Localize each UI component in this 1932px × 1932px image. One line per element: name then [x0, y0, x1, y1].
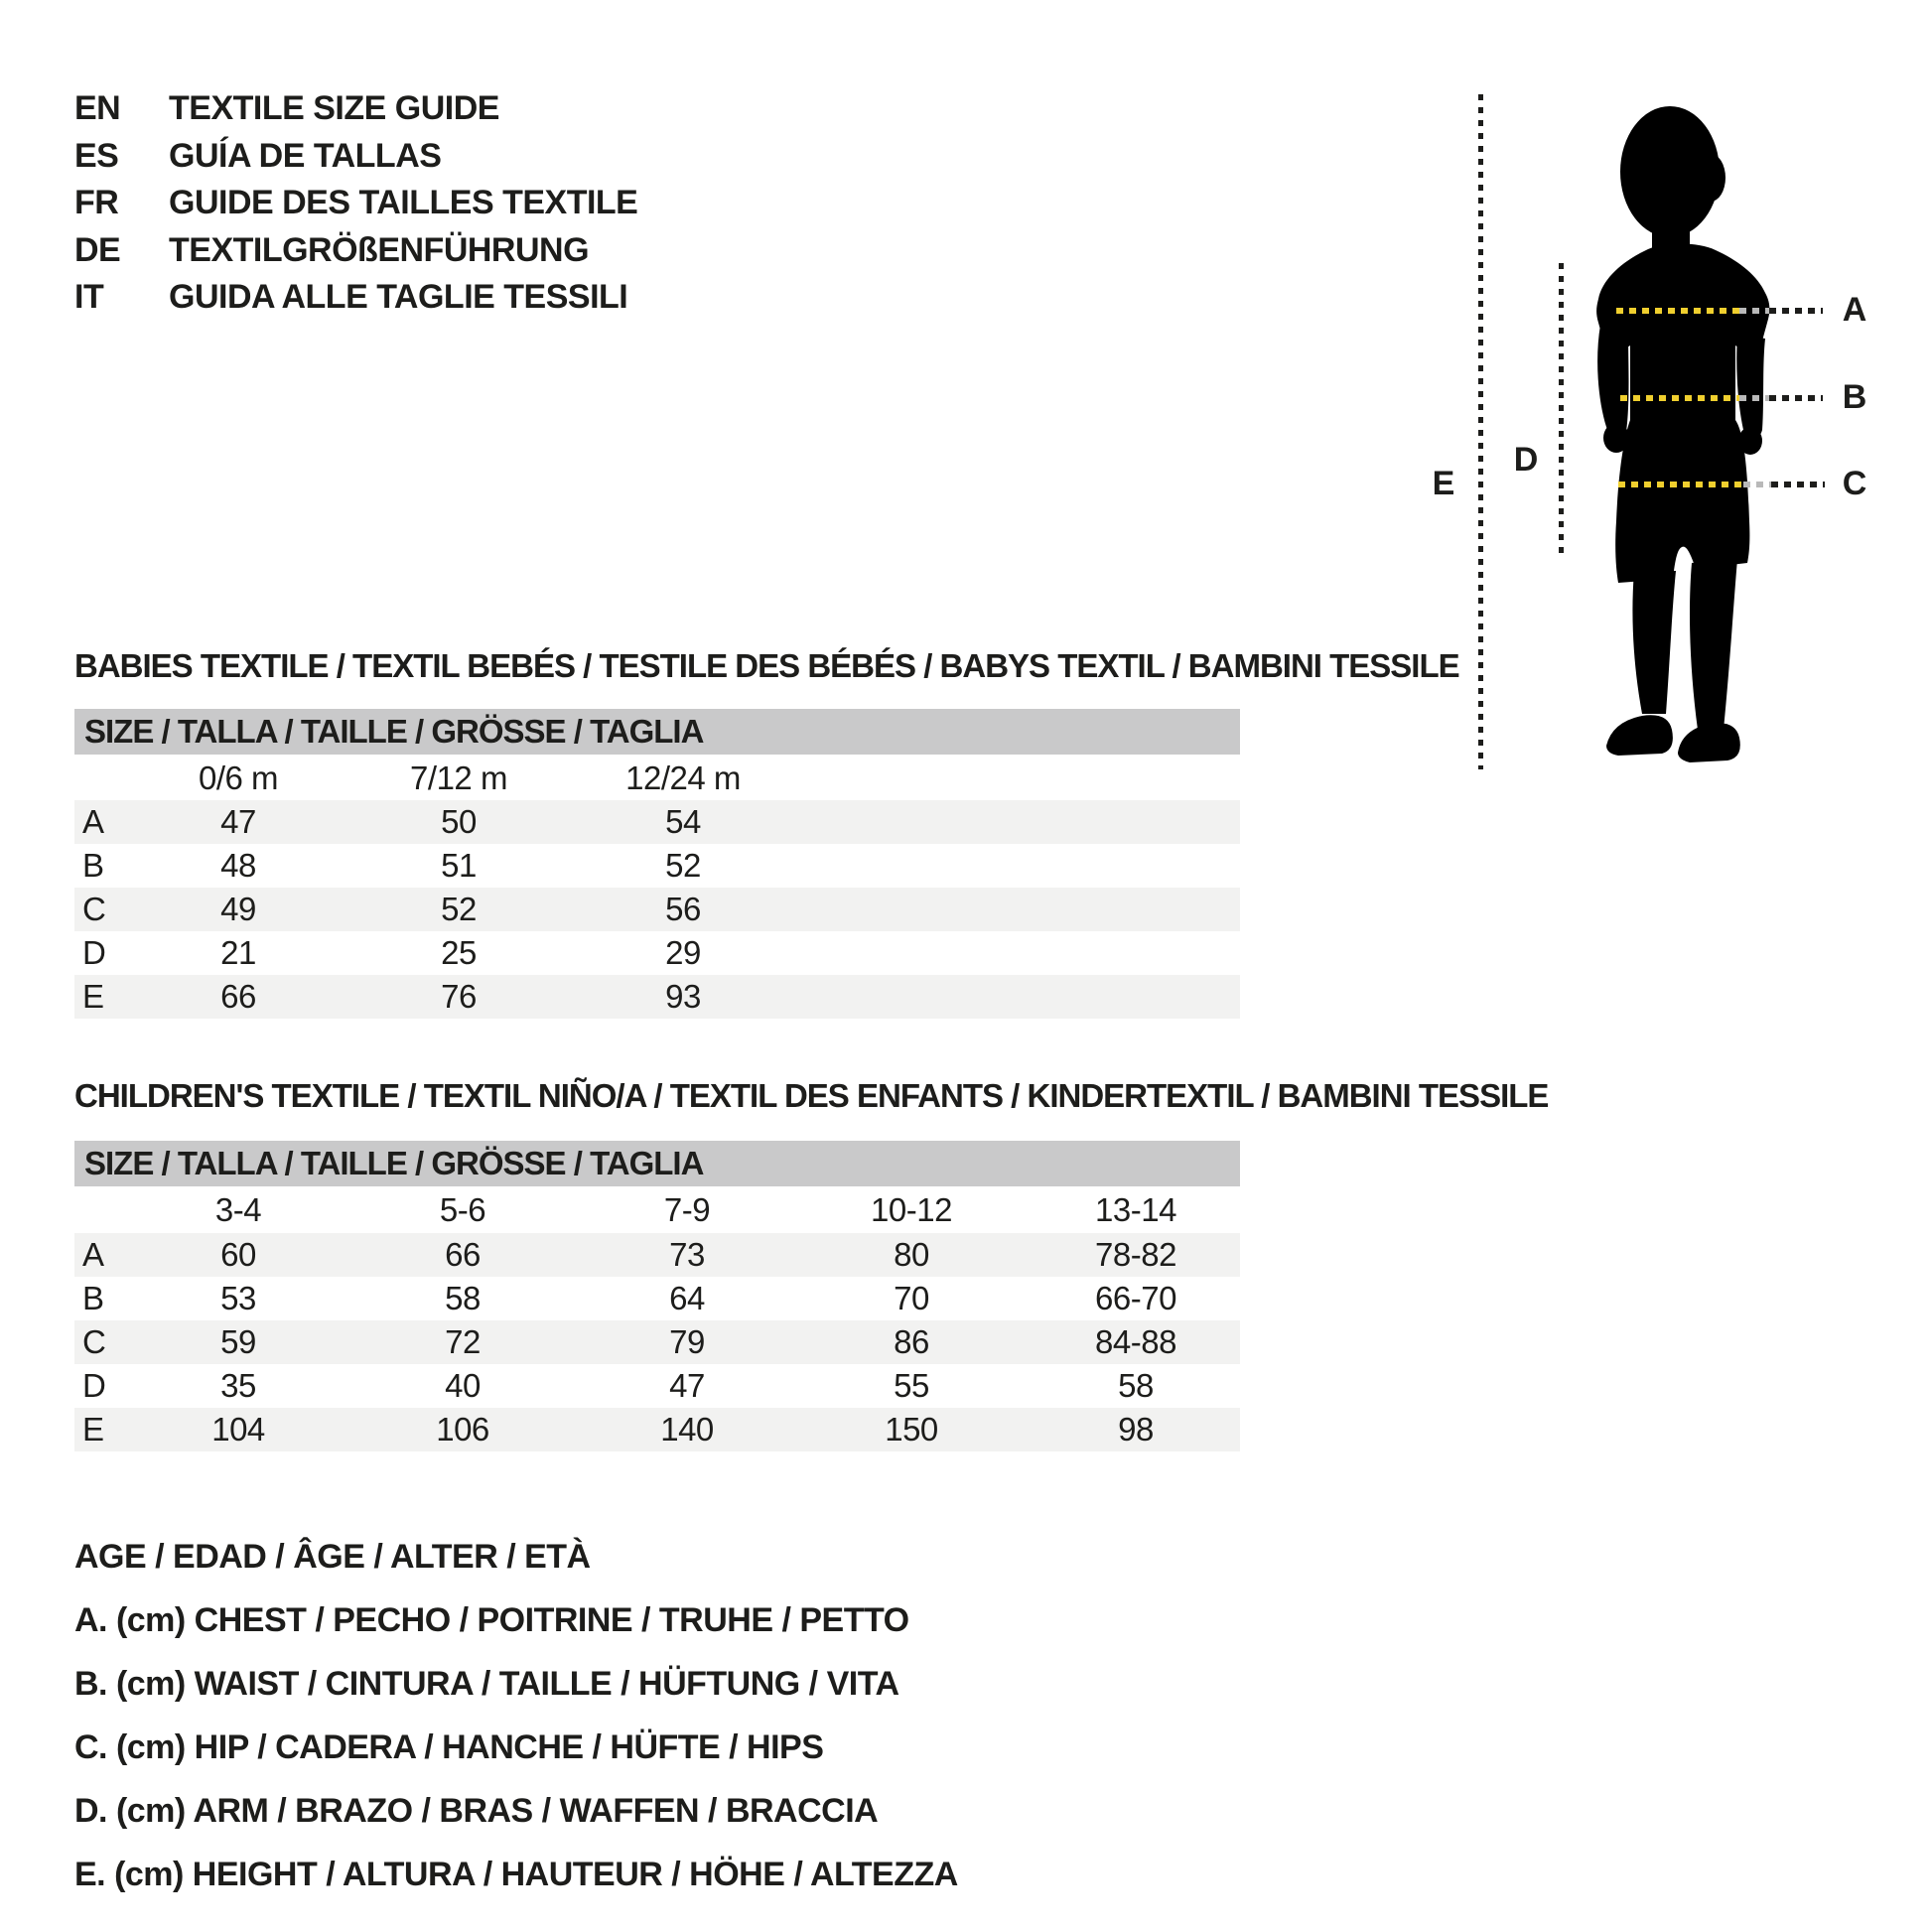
cell: 79 [669, 1323, 705, 1360]
cell: 49 [220, 891, 256, 927]
chest-line-fade [1739, 308, 1769, 314]
cell: 54 [665, 803, 701, 840]
cell: 66-70 [1095, 1280, 1176, 1316]
arm-measure-line-d [1559, 263, 1564, 559]
arm-label-d: D [1513, 441, 1539, 479]
cell: 53 [220, 1280, 256, 1316]
height-measure-line-e [1478, 94, 1483, 769]
lang-code: DE [74, 230, 121, 269]
row-label: E [82, 1411, 104, 1448]
children-section-heading: CHILDREN'S TEXTILE / TEXTIL NIÑO/A / TEXTIL DES ENFANTS / KINDERTEXTIL / BAMBINI TESSILE [74, 1077, 1549, 1114]
children-col-5-6: 5-6 [439, 1191, 486, 1228]
cell: 84-88 [1095, 1323, 1176, 1360]
cell: 47 [220, 803, 256, 840]
cell: 35 [220, 1367, 256, 1404]
cell: 66 [445, 1236, 481, 1273]
language-title-block [74, 85, 637, 322]
measurement-legend [74, 1537, 958, 1918]
chest-line-black [1769, 308, 1823, 314]
lang-code: EN [74, 89, 121, 127]
cell: 60 [220, 1236, 256, 1273]
child-silhouette [1579, 104, 1787, 764]
cell: 140 [660, 1411, 714, 1448]
legend-arm: D. (cm) ARM / BRAZO / BRAS / WAFFEN / BRACCIA [74, 1792, 879, 1830]
hip-line-fade [1743, 482, 1771, 487]
cell: 55 [894, 1367, 929, 1404]
guide-title-de: TEXTILGRÖßENFÜHRUNG [169, 230, 590, 269]
cell: 52 [441, 891, 477, 927]
babies-size-bar: SIZE / TALLA / TAILLE / GRÖSSE / TAGLIA [74, 709, 1240, 755]
cell: 64 [669, 1280, 705, 1316]
cell: 58 [1118, 1367, 1154, 1404]
cell: 80 [894, 1236, 929, 1273]
hip-line-black [1771, 482, 1825, 487]
cell: 25 [441, 934, 477, 971]
cell: 52 [665, 847, 701, 884]
cell: 72 [445, 1323, 481, 1360]
cell: 40 [445, 1367, 481, 1404]
babies-column-header-row [74, 757, 1240, 800]
cell: 56 [665, 891, 701, 927]
row-label: C [82, 891, 106, 927]
children-column-header-row [74, 1186, 1240, 1233]
waist-label-b: B [1842, 378, 1867, 416]
cell: 29 [665, 934, 701, 971]
guide-title-en: TEXTILE SIZE GUIDE [169, 89, 499, 127]
guide-title-es: GUÍA DE TALLAS [169, 136, 442, 175]
children-size-table [74, 1141, 1240, 1451]
babies-size-table [74, 709, 1240, 1019]
hip-label-c: C [1842, 465, 1867, 502]
legend-hip: C. (cm) HIP / CADERA / HANCHE / HÜFTE / HIPS [74, 1728, 824, 1766]
cell: 70 [894, 1280, 929, 1316]
row-label: A [82, 1236, 104, 1273]
cell: 66 [220, 978, 256, 1015]
cell: 76 [441, 978, 477, 1015]
height-label-e: E [1432, 465, 1455, 502]
babies-col-0-6m: 0/6 m [198, 759, 279, 796]
babies-row-e [74, 975, 1240, 1019]
legend-waist: B. (cm) WAIST / CINTURA / TAILLE / HÜFTUNG / VITA [74, 1665, 899, 1703]
child-measurement-figure [1430, 89, 1916, 784]
row-label: B [82, 1280, 104, 1316]
lang-row-fr [74, 180, 637, 227]
cell: 98 [1118, 1411, 1154, 1448]
cell: 93 [665, 978, 701, 1015]
children-col-10-12: 10-12 [871, 1191, 952, 1228]
children-row-c [74, 1320, 1240, 1364]
babies-col-12-24m: 12/24 m [625, 759, 741, 796]
babies-row-a [74, 800, 1240, 844]
guide-title-it: GUIDA ALLE TAGLIE TESSILI [169, 278, 628, 316]
lang-row-de [74, 227, 637, 275]
hip-line-yellow [1618, 482, 1743, 487]
lang-row-en [74, 85, 637, 133]
cell: 48 [220, 847, 256, 884]
waist-line-fade [1739, 395, 1769, 401]
chest-label-a: A [1842, 291, 1867, 329]
row-label: D [82, 934, 106, 971]
row-label: A [82, 803, 104, 840]
lang-row-it [74, 274, 637, 322]
cell: 51 [441, 847, 477, 884]
row-label: B [82, 847, 104, 884]
cell: 59 [220, 1323, 256, 1360]
lang-row-es [74, 133, 637, 181]
cell: 21 [220, 934, 256, 971]
cell: 106 [436, 1411, 489, 1448]
babies-row-c [74, 888, 1240, 931]
children-col-7-9: 7-9 [663, 1191, 711, 1228]
cell: 86 [894, 1323, 929, 1360]
legend-chest: A. (cm) CHEST / PECHO / POITRINE / TRUHE / PETTO [74, 1601, 909, 1639]
babies-row-b [74, 844, 1240, 888]
legend-height: E. (cm) HEIGHT / ALTURA / HAUTEUR / HÖHE / ALTEZZA [74, 1856, 958, 1893]
children-col-3-4: 3-4 [214, 1191, 262, 1228]
cell: 73 [669, 1236, 705, 1273]
cell: 58 [445, 1280, 481, 1316]
cell: 150 [885, 1411, 938, 1448]
lang-code: FR [74, 184, 119, 221]
lang-code: ES [74, 136, 119, 175]
children-col-13-14: 13-14 [1095, 1191, 1176, 1228]
children-row-e [74, 1408, 1240, 1451]
lang-code: IT [74, 278, 104, 316]
children-size-bar: SIZE / TALLA / TAILLE / GRÖSSE / TAGLIA [74, 1141, 1240, 1186]
chest-line-yellow [1616, 308, 1739, 314]
children-row-d [74, 1364, 1240, 1408]
guide-title-fr: GUIDE DES TAILLES TEXTILE [169, 184, 638, 221]
legend-age: AGE / EDAD / ÂGE / ALTER / ETÀ [74, 1538, 591, 1576]
row-label: D [82, 1367, 106, 1404]
babies-col-7-12m: 7/12 m [410, 759, 507, 796]
cell: 50 [441, 803, 477, 840]
cell: 78-82 [1095, 1236, 1176, 1273]
children-row-b [74, 1277, 1240, 1320]
waist-line-yellow [1620, 395, 1739, 401]
row-label: C [82, 1323, 106, 1360]
children-row-a [74, 1233, 1240, 1277]
cell: 104 [211, 1411, 265, 1448]
babies-section-heading: BABIES TEXTILE / TEXTIL BEBÉS / TESTILE DES BÉBÉS / BABYS TEXTIL / BAMBINI TESSILE [74, 647, 1459, 684]
babies-row-d [74, 931, 1240, 975]
row-label: E [82, 978, 104, 1015]
cell: 47 [669, 1367, 705, 1404]
waist-line-black [1769, 395, 1823, 401]
